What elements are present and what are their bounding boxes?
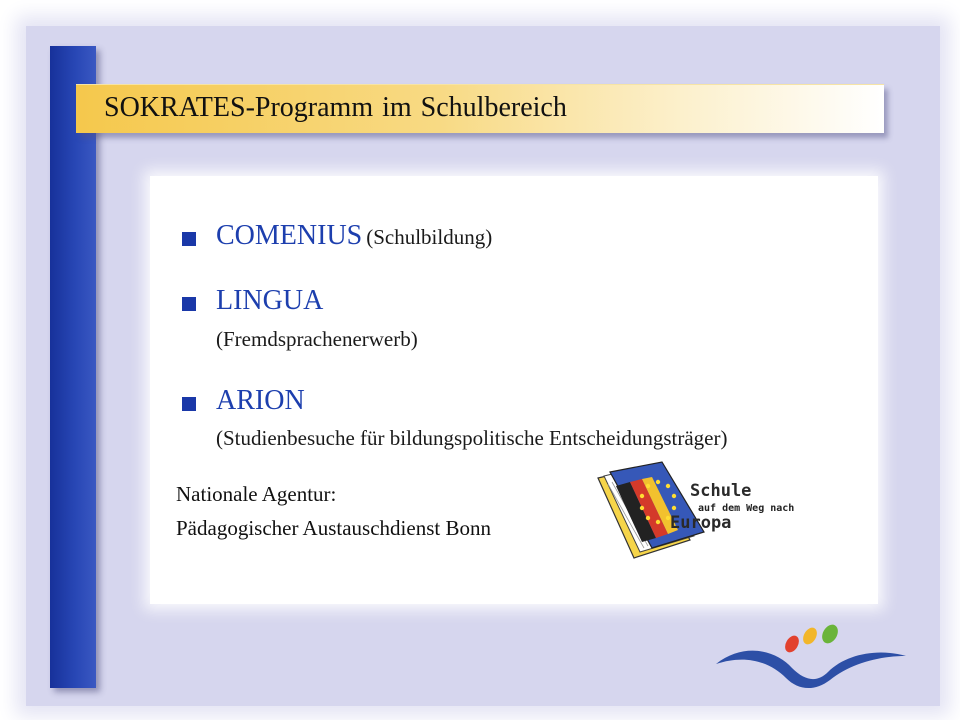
item-arion-description: (Studienbesuche für bildungspolitische Entscheidungsträger): [216, 426, 728, 450]
item-lingua-name: LINGUA: [216, 285, 324, 316]
item-arion-name: ARION: [216, 385, 305, 416]
swoosh-icon: [716, 651, 906, 688]
slide-title: SOKRATES-Programm im Schulbereich: [104, 92, 567, 123]
logo-line1: Schule: [690, 481, 752, 501]
green-dot-icon: [819, 622, 841, 646]
agency-label: Nationale Agentur:: [176, 482, 337, 506]
logo-line3: Europa: [670, 513, 732, 533]
item-comenius-note: (Schulbildung): [366, 225, 493, 249]
item-comenius-name: COMENIUS: [216, 220, 363, 251]
yellow-dot-icon: [800, 625, 819, 647]
content-panel: [150, 176, 878, 604]
item-lingua: [216, 285, 323, 317]
item-arion: [216, 385, 305, 417]
schule-europa-logo: [594, 460, 804, 564]
left-accent-bar: [50, 46, 96, 688]
bullet-comenius: [182, 232, 196, 246]
logo-line2: auf dem Weg nach: [698, 503, 795, 514]
agency-name: Pädagogischer Austauschdienst Bonn: [176, 516, 491, 540]
bullet-arion: [182, 397, 196, 411]
title-bar: [76, 84, 884, 133]
bullet-lingua: [182, 297, 196, 311]
item-comenius: [216, 220, 492, 252]
item-lingua-description: (Fremdsprachenerwerb): [216, 327, 418, 351]
red-dot-icon: [782, 633, 801, 655]
sokrates-swoosh-logo: [710, 620, 910, 700]
